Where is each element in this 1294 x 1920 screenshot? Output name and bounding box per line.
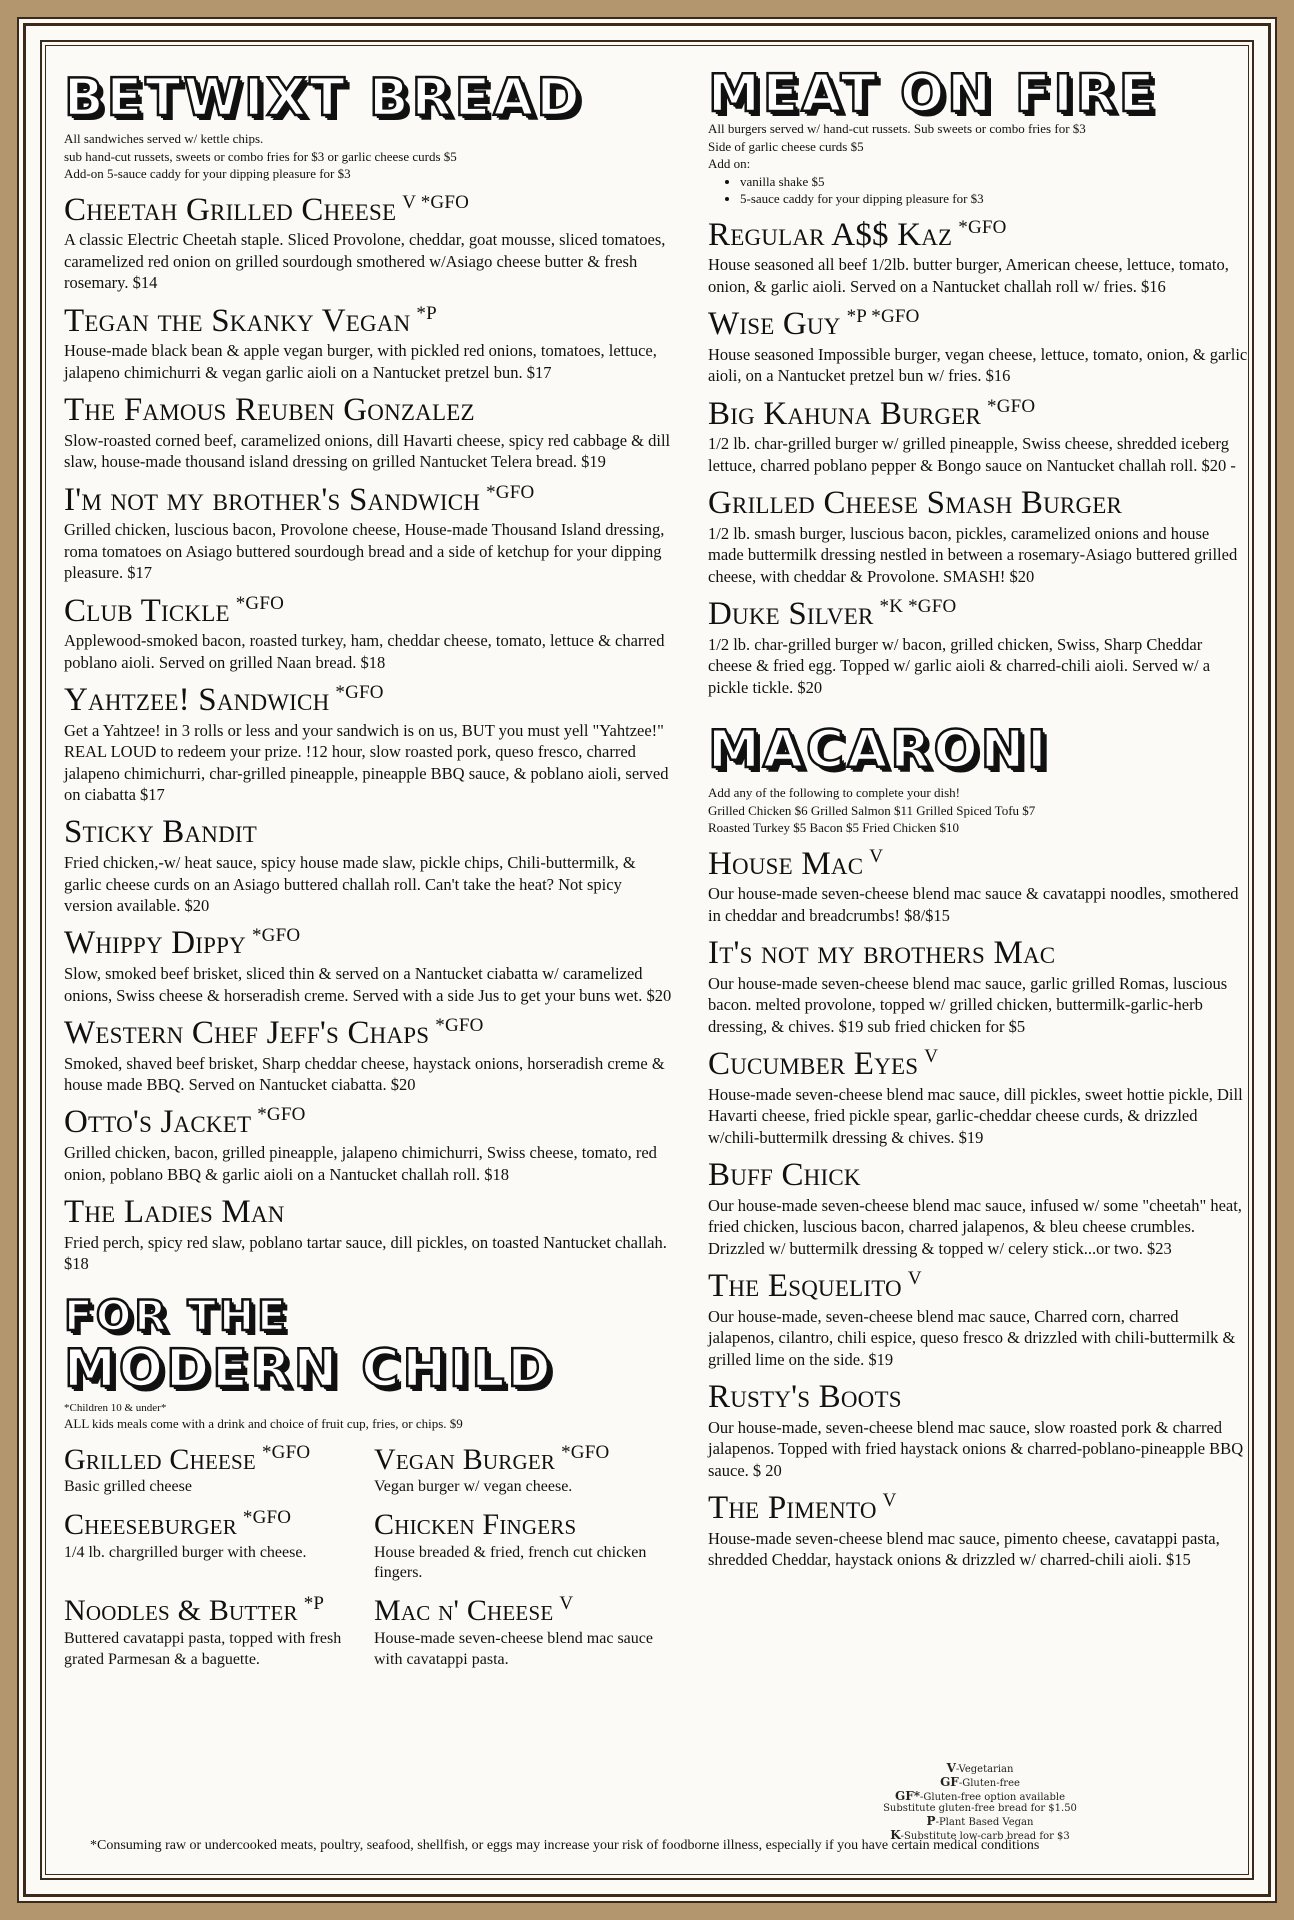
item-tags: *GFO	[335, 682, 384, 704]
menu-item-name	[708, 1269, 1248, 1304]
kids-meal-info: ALL kids meals come with a drink and choice of fruit cup, fries, or chips. $9	[64, 1416, 463, 1432]
menu-item-name	[64, 926, 674, 961]
menu-item-description: 1/2 lb. smash burger, luscious bacon, pickles, caramelized onions and house made buttermilk dressing nestled in between a rosemary-Asiago buttered grilled cheese, with cheddar & Provolone. SMASH! $20	[708, 523, 1238, 586]
kids-intro	[64, 1401, 674, 1433]
meat-list	[708, 218, 1248, 698]
menu-item	[64, 594, 674, 674]
menu-item-description: Slow, smoked beef brisket, sliced thin & served on a Nantucket ciabatta w/ caramelized onions, Swiss cheese & horseradish creme. Served with a side Jus to get your buns wet. $20	[64, 964, 672, 1005]
legend-row: Substitute gluten-free bread for $1.50	[883, 1803, 1077, 1815]
item-tags: *GFO	[261, 1441, 311, 1463]
item-title: Noodles & Butter	[64, 1594, 298, 1628]
intro-line: Add-on 5-sauce caddy for your dipping pleasure for $3	[64, 166, 351, 182]
menu-item	[64, 483, 674, 584]
menu-item-name	[374, 1443, 674, 1476]
item-title: Whippy Dippy	[64, 925, 246, 962]
menu-item-description: 1/2 lb. char-grilled burger w/ bacon, grilled chicken, Swiss, Sharp Cheddar cheese & fried egg. Topped w/ garlic aioli & charred-chili aioli. Served w/ a pickle tickle. $20	[708, 634, 1211, 697]
menu-item	[64, 926, 674, 1006]
item-tags: V	[907, 1268, 922, 1290]
menu-item-name	[374, 1508, 674, 1541]
menu-item	[64, 1443, 364, 1498]
item-title: The Ladies Man	[64, 1193, 285, 1230]
macaroni-section	[708, 720, 1248, 1570]
menu-item-description: House-made black bean & apple vegan burger, with pickled red onions, tomatoes, lettuce, jalapeno chimichurri & vegan garlic aioli on a Nantucket pretzel bun. $17	[64, 341, 657, 382]
menu-item	[374, 1443, 674, 1498]
menu-item	[64, 683, 674, 805]
item-tags: *GFO	[257, 1104, 306, 1126]
menu-item	[708, 597, 1248, 698]
intro-line: Add any of the following to complete your dish!	[708, 785, 961, 801]
intro-line: Add on:	[708, 156, 751, 172]
item-tags: *GFO	[987, 395, 1036, 417]
menu-item	[708, 1269, 1248, 1370]
menu-item-name	[708, 1491, 1248, 1526]
menu-item	[708, 1047, 1248, 1148]
item-title: Duke Silver	[708, 596, 874, 633]
kids-title-line2: MODERN CHILD	[64, 1338, 554, 1399]
legend-row: V-Vegetarian	[946, 1761, 1014, 1775]
intro-line: All burgers served w/ hand-cut russets. Sub sweets or combo fries for $3	[708, 121, 1086, 136]
item-tags: *GFO	[958, 216, 1007, 238]
item-title: Otto's Jacket	[64, 1104, 252, 1141]
menu-item-name	[708, 847, 1248, 882]
item-title: Cheeseburger	[64, 1508, 237, 1542]
intro-line: sub hand-cut russets, sweets or combo fries for $3 or garlic cheese curds $5	[64, 148, 457, 164]
menu-item-name	[64, 683, 674, 718]
menu-item-description: House-made seven-cheese blend mac sauce, dill pickles, sweet hottie pickle, Dill Havarti cheese, fried pickle spear, garlic-cheddar cheese curds, & drizzled w/chili-buttermilk dressing & chives. $19	[708, 1084, 1243, 1147]
item-title: Buff Chick	[708, 1157, 861, 1194]
menu-item-description: House seasoned all beef 1/2lb. butter burger, American cheese, lettuce, tomato, onion, & garlic aioli. Served on a Nantucket challah roll w/ fries. $16	[708, 255, 1229, 296]
item-title: Tegan the Skanky Vegan	[64, 302, 411, 339]
menu-item-name	[64, 815, 674, 850]
item-title: It's not my brothers Mac	[708, 935, 1056, 972]
menu-item	[708, 1380, 1248, 1481]
menu-item-description: Slow-roasted corned beef, caramelized onions, dill Havarti cheese, spicy red cabbage & dill slaw, house-made thousand island dressing on grilled Nantucket Telera bread. $19	[64, 430, 671, 472]
item-tags: *GFO	[235, 592, 285, 614]
item-title: Chicken Fingers	[374, 1508, 577, 1542]
menu-item-description: Basic grilled cheese	[64, 1478, 192, 1496]
menu-item-description: Get a Yahtzee! in 3 rolls or less and your sandwich is on us, BUT you must yell "Yahtzee!" REAL LOUD to redeem your prize. !12 hour, slow roasted pork, queso fresco, charred jalapeno chimichurri, char-grilled pineapple, pineapple BBQ sauce, & poblano aioli, served on ciabatta $17	[64, 720, 669, 805]
meat-intro	[708, 120, 1248, 208]
menu-item-name	[708, 1158, 1248, 1193]
legend-row: P-Plant Based Vegan	[926, 1813, 1034, 1828]
menu-item-name	[64, 483, 674, 518]
menu-item-name	[64, 1508, 364, 1541]
menu-item-description: Grilled chicken, bacon, grilled pineapple, jalapeno chimichurri, Swiss cheese, tomato, red onion, poblano BBQ & garlic aioli on a Nantucket challah roll. $18	[64, 1143, 657, 1184]
menu-item-name	[708, 307, 1248, 342]
item-title: Vegan Burger	[374, 1442, 556, 1476]
menu-item-name	[64, 1443, 364, 1476]
menu-item-name	[64, 1016, 674, 1051]
menu-item	[64, 815, 674, 916]
item-tags: V	[869, 845, 884, 867]
menu-item-description: House breaded & fried, french cut chicken fingers.	[374, 1543, 647, 1582]
menu-item-name	[708, 1380, 1248, 1415]
betwixt-title: BETWIXT BREAD	[64, 68, 583, 128]
menu-item	[64, 1195, 674, 1275]
menu-item-name	[708, 597, 1248, 632]
menu-item-name	[708, 218, 1248, 253]
menu-item-description: House seasoned Impossible burger, vegan cheese, lettuce, tomato, onion, & garlic aioli, on a Nantucket pretzel bun w/ fries. $16	[708, 344, 1248, 386]
item-title: Big Kahuna Burger	[708, 395, 982, 432]
menu-item	[64, 304, 674, 384]
menu-item-description: House-made seven-cheese blend mac sauce with cavatappi pasta.	[374, 1629, 653, 1668]
menu-item	[374, 1594, 674, 1670]
menu-item-description: Buttered cavatappi pasta, topped with fresh grated Parmesan & a baguette.	[64, 1629, 342, 1668]
menu-item-description: A classic Electric Cheetah staple. Sliced Provolone, cheddar, goat mousse, sliced tomatoes, caramelized red onion on grilled sourdough smothered w/Asiago cheese butter & fresh rosemary. $14	[64, 230, 666, 293]
intro-line: Grilled Chicken $6 Grilled Salmon $11 Grilled Spiced Tofu $7	[708, 802, 1036, 818]
menu-item	[708, 307, 1248, 387]
item-tags: *GFO	[251, 925, 301, 947]
menu-item-name	[708, 486, 1248, 521]
item-tags: V	[559, 1593, 574, 1615]
menu-item	[374, 1508, 674, 1584]
menu-item-description: Grilled chicken, luscious bacon, Provolone cheese, House-made Thousand Island dressing, roma tomatoes on Asiago buttered sourdough bread and a side of ketchup for your dipping pleasure. $17	[64, 520, 665, 583]
menu-item-description: Our house-made seven-cheese blend mac sauce & cavatappi noodles, smothered in cheddar and breadcrumbs! $8/$15	[708, 884, 1239, 925]
menu-item	[64, 193, 674, 294]
item-title: Rusty's Boots	[708, 1379, 902, 1416]
intro-line: Side of garlic cheese curds $5	[708, 138, 864, 154]
item-title: Regular A$$ Kaz	[708, 216, 953, 253]
menu-item-description: Applewood-smoked bacon, roasted turkey, ham, cheddar cheese, tomato, lettuce & charred poblano aioli. Served on grilled Naan bread. $18	[64, 631, 665, 672]
item-tags: V *GFO	[402, 191, 470, 213]
menu-item	[708, 1491, 1248, 1571]
item-tags: *GFO	[486, 481, 535, 503]
menu-item	[64, 1594, 364, 1670]
menu-item	[708, 486, 1248, 587]
addon-item: • 5-sauce caddy for your dipping pleasure for $3	[740, 190, 1248, 208]
menu-item-name	[64, 393, 674, 428]
macaroni-intro	[708, 784, 1248, 837]
left-column	[64, 68, 674, 1670]
menu-item-description: 1/4 lb. chargrilled burger with cheese.	[64, 1543, 307, 1561]
menu-item-name	[708, 936, 1248, 971]
item-title: Western Chef Jeff's Chaps	[64, 1014, 430, 1051]
item-tags: *GFO	[435, 1014, 484, 1036]
right-column	[708, 64, 1248, 1571]
item-tags: V	[924, 1046, 939, 1068]
item-tags: *GFO	[242, 1507, 292, 1529]
item-tags: *GFO	[561, 1441, 610, 1463]
menu-item	[708, 397, 1248, 477]
menu-item-description: Fried chicken,-w/ heat sauce, spicy house made slaw, pickle chips, Chili-buttermilk, & garlic cheese curds on an Asiago buttered challah roll. Can't take the heat? Not spicy version available. $20	[64, 853, 636, 915]
menu-item-description: Fried perch, spicy red slaw, poblano tartar sauce, dill pickles, on toasted Nantucket challah. $18	[64, 1232, 667, 1274]
item-title: Grilled Cheese Smash Burger	[708, 485, 1123, 522]
item-title: Cheetah Grilled Cheese	[64, 191, 397, 228]
allergy-footnote: *Consuming raw or undercooked meats, poultry, seafood, shellfish, or eggs may increase your risk of foodborne illness, especially if you have certain medical conditions	[90, 1838, 1040, 1853]
menu-item-description: Vegan burger w/ vegan cheese.	[374, 1478, 573, 1496]
meat-title: MEAT ON FIRE	[708, 64, 1158, 124]
item-title: Club Tickle	[64, 592, 230, 629]
item-title: I'm not my brother's Sandwich	[64, 481, 481, 518]
intro-line: All sandwiches served w/ kettle chips.	[64, 131, 264, 146]
kids-section	[64, 1290, 674, 1671]
item-tags: *K *GFO	[879, 596, 957, 618]
item-tags: V	[882, 1490, 897, 1512]
betwixt-list	[64, 193, 674, 1275]
menu-item	[708, 1158, 1248, 1259]
betwixt-intro	[64, 130, 674, 183]
item-title: The Pimento	[708, 1490, 877, 1527]
item-tags: *P	[303, 1593, 325, 1615]
menu-item	[708, 847, 1248, 927]
addon-item: • vanilla shake $5	[740, 173, 1248, 191]
menu-item-name	[708, 397, 1248, 432]
menu-item	[708, 218, 1248, 298]
item-title: The Esquelito	[708, 1268, 902, 1305]
menu-item-name	[64, 594, 674, 629]
item-title: Cucumber Eyes	[708, 1046, 919, 1083]
item-title: The Famous Reuben Gonzalez	[64, 392, 475, 429]
macaroni-list	[708, 847, 1248, 1571]
legend-row: GF*-Gluten-free option available	[894, 1788, 1066, 1803]
menu-item-name	[64, 193, 674, 228]
kids-title-line1: FOR THE	[64, 1290, 289, 1340]
item-title: Yahtzee! Sandwich	[64, 682, 330, 719]
menu-item-description: Our house-made, seven-cheese blend mac sauce, Charred corn, charred jalapenos, cilantro, chili espice, queso fresco & drizzled with chili-buttermilk & grilled lime on the side. $19	[708, 1306, 1236, 1369]
menu-item	[64, 1016, 674, 1096]
menu-item-name	[374, 1594, 674, 1627]
intro-line: Roasted Turkey $5 Bacon $5 Fried Chicken $10	[708, 820, 959, 836]
menu-item-name	[708, 1047, 1248, 1082]
item-title: Mac n' Cheese	[374, 1594, 554, 1628]
menu-item-description: Our house-made seven-cheese blend mac sauce, infused w/ some "cheetah" heat, fried chicken, luscious bacon, charred jalapenos, & bleu cheese crumbles. Drizzled w/ buttermilk dressing & topped w/ celery stick...or two. $23	[708, 1195, 1242, 1258]
legend-row: K-Substitute low-carb bread for $3	[890, 1827, 1070, 1842]
menu-item-description: Our house-made, seven-cheese blend mac sauce, slow roasted pork & charred jalapenos. Topped with fried haystack onions & charred-poblano-pineapple BBQ sauce. $ 20	[708, 1417, 1244, 1480]
menu-item-name	[64, 1105, 674, 1140]
macaroni-title: MACARONI	[708, 720, 1050, 781]
menu-item-description: 1/2 lb. char-grilled burger w/ grilled pineapple, Swiss cheese, shredded iceberg lettuce, charred poblano pepper & Bongo sauce on Nantucket challah roll. $20 -	[708, 434, 1236, 475]
menu-item	[64, 393, 674, 473]
menu-item	[708, 936, 1248, 1037]
item-tags: *P *GFO	[846, 306, 920, 328]
item-title: House Mac	[708, 845, 864, 882]
legend-row: GF-Gluten-free	[940, 1774, 1020, 1789]
kids-list	[64, 1433, 674, 1670]
menu-item-description: House-made seven-cheese blend mac sauce, pimento cheese, cavatappi pasta, shredded Cheddar, haystack onions & drizzled w/ charred-chili aioli. $15	[708, 1528, 1220, 1570]
menu-item-name	[64, 1195, 674, 1230]
menu-item	[64, 1105, 674, 1185]
menu-item	[64, 1508, 364, 1584]
menu-item-name	[64, 304, 674, 339]
kids-note: *Children 10 & under*	[64, 1401, 167, 1414]
item-title: Wise Guy	[708, 306, 841, 343]
menu-item-description: Smoked, shaved beef brisket, Sharp cheddar cheese, haystack onions, horseradish creme & house made BBQ. Served on Nantucket ciabatta. $20	[64, 1053, 665, 1095]
menu-item-name	[64, 1594, 364, 1627]
item-tags: *P	[416, 302, 437, 324]
item-title: Sticky Bandit	[64, 814, 258, 851]
addon-list	[708, 173, 1248, 208]
dietary-legend	[850, 1762, 1110, 1842]
item-title: Grilled Cheese	[64, 1442, 256, 1476]
menu-item-description: Our house-made seven-cheese blend mac sauce, garlic grilled Romas, luscious bacon. melted provolone, topped w/ grilled chicken, buttermilk-garlic-herb dressing, & chives. $19 sub fried chicken for $5	[708, 973, 1228, 1036]
